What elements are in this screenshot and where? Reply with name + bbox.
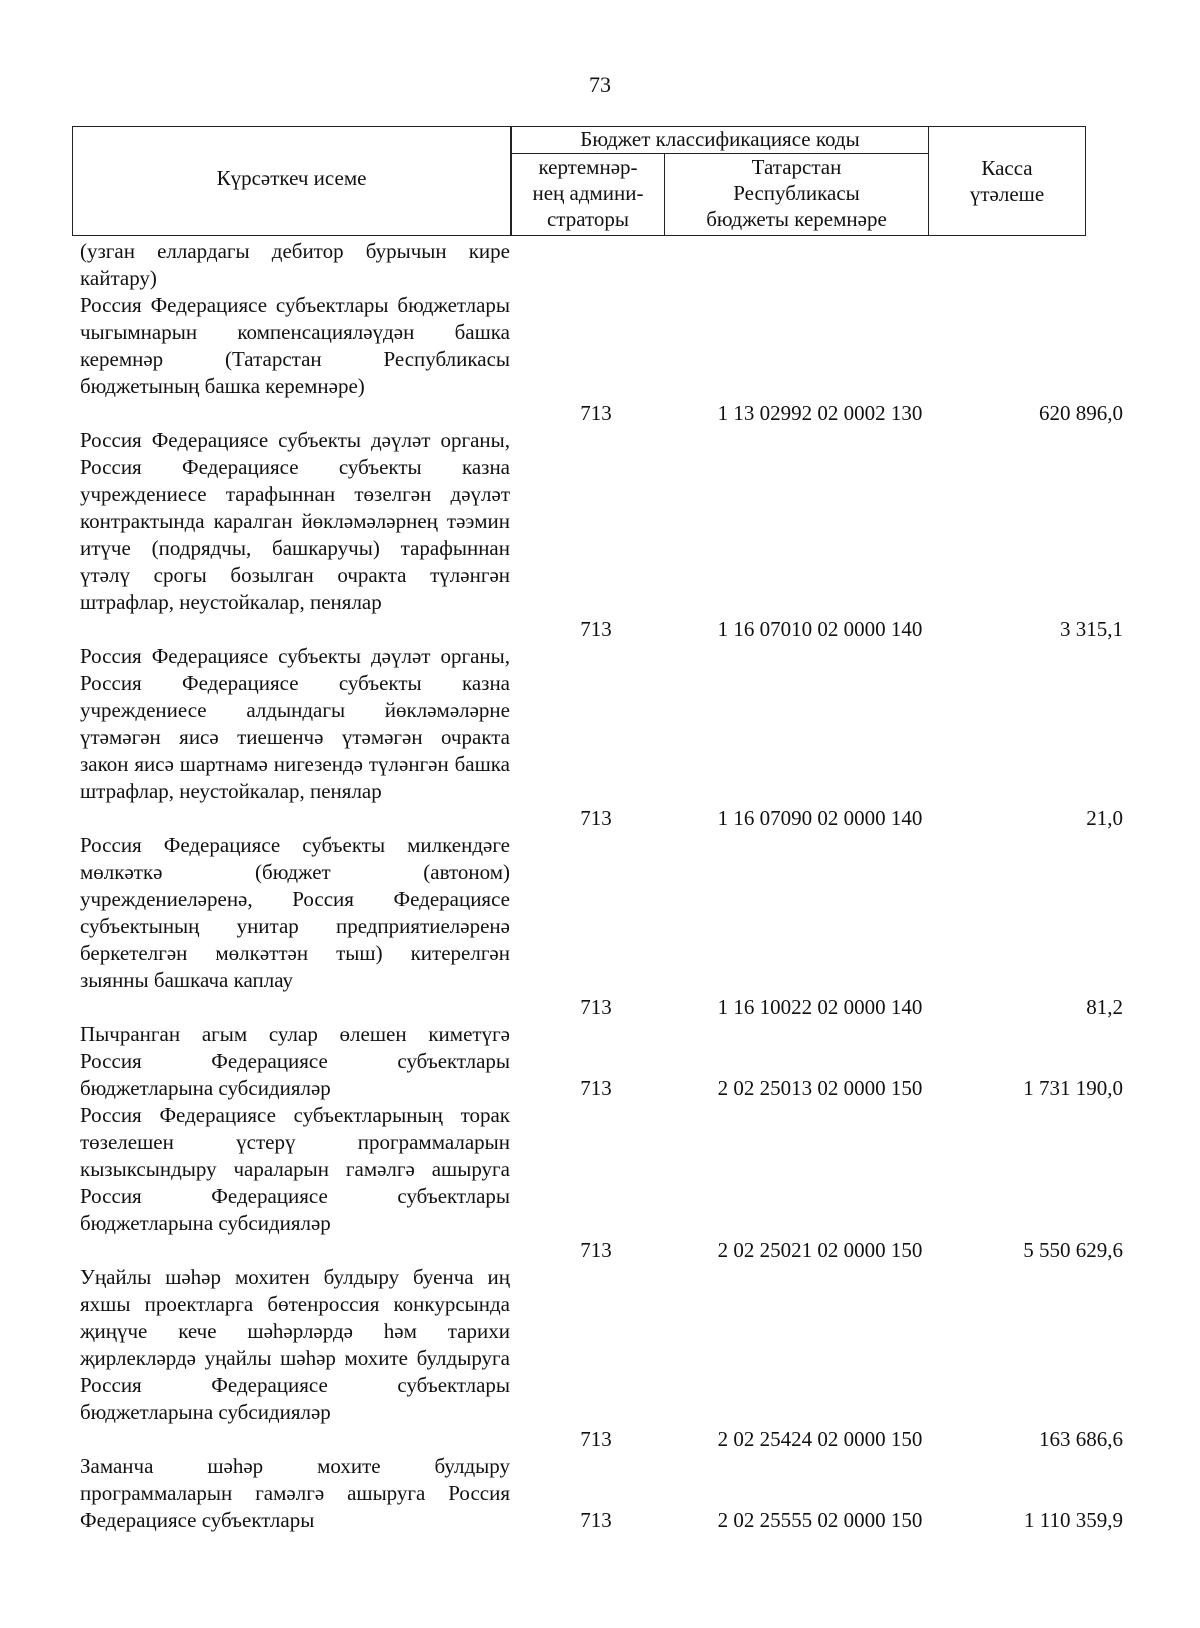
row-amount: 81,2: [1086, 995, 1123, 1019]
row-admin-code: 713: [580, 806, 612, 830]
row-budget-code: 1 16 10022 02 0000 140: [717, 995, 923, 1019]
header-amount-cell: [928, 126, 1086, 236]
row-admin-code: 713: [580, 1076, 612, 1100]
row-amount: 21,0: [1086, 806, 1123, 830]
row-budget-code: 2 02 25424 02 0000 150: [717, 1427, 923, 1451]
page-number: 73: [589, 72, 611, 97]
header-indicator-name: Күрсәткеч исеме: [216, 166, 367, 190]
row-amount: 1 110 359,9: [1024, 1508, 1123, 1532]
row-amount: 3 315,1: [1060, 617, 1123, 641]
row-admin-code: 713: [580, 1427, 612, 1451]
row-name: Заманча шәһәр мохите булдыру программаларын гамәлгә ашыруга Россия Федерациясе субъектлары: [80, 1454, 510, 1532]
row-admin-code: 713: [580, 1238, 612, 1262]
header-budget-code-group: Бюджет классификациясе коды: [580, 127, 860, 151]
header-admin-cell: [511, 153, 665, 236]
row-budget-code: 1 16 07010 02 0000 140: [717, 617, 923, 641]
header-indicator-name-cell: [72, 126, 511, 236]
table-header: [72, 126, 1086, 236]
row-name: Россия Федерациясе субъектлары бюджетлары чыгымнарын компенсацияләүдән башка керемнәр (Татарстан Республикасы бюджетының башка керемнәре): [80, 293, 510, 398]
header-admin-line: кертемнәр-: [538, 155, 638, 179]
header-amount-line: үтәлеше: [969, 182, 1045, 206]
row-amount: 5 550 629,6: [1023, 1238, 1123, 1262]
row-amount: 620 896,0: [1039, 401, 1123, 425]
row-budget-code: 2 02 25555 02 0000 150: [717, 1508, 923, 1532]
row-budget-code: 1 13 02992 02 0002 130: [717, 401, 923, 425]
row-name: Россия Федерациясе субъекты дәүләт органы, Россия Федерациясе субъекты казна учреждениесе тарафыннан төзелгән дәүләт контрактында каралган йөкләмәләрнең тәэмин итүче (подрядчы, башкаручы) тарафыннан үтәлү срогы бозылган очракта түләнгән штрафлар, неустойкалар, пенялар: [80, 428, 510, 614]
row-admin-code: 713: [580, 401, 612, 425]
header-revenue-cell: [664, 153, 929, 236]
row-name: Пычранган агым сулар өлешен киметүгә Россия Федерациясе субъектлары бюджетларына субсидияләр: [80, 1022, 510, 1100]
header-admin-line: страторы: [546, 207, 630, 231]
row-name: (узган еллардагы дебитор бурычын кире кайтару): [80, 239, 510, 290]
header-amount-line: Касса: [981, 156, 1033, 180]
header-revenue-line: Татарстан: [751, 155, 842, 179]
header-budget-code-group-cell: [511, 126, 929, 154]
header-admin-line: нең админи-: [532, 181, 644, 205]
row-amount: 1 731 190,0: [1023, 1076, 1123, 1100]
row-amount: 163 686,6: [1039, 1427, 1123, 1451]
row-admin-code: 713: [580, 995, 612, 1019]
header-revenue-line: бюджеты керемнәре: [706, 207, 887, 231]
row-name: Россия Федерациясе субъекты дәүләт органы, Россия Федерациясе субъекты казна учреждениесе алдындагы йөкләмәләрне үтәмәгән яисә тиешенчә үтәмәгән очракта закон яисә шартнамә нигезендә түләнгән башка штрафлар, неустойкалар, пенялар: [80, 644, 510, 803]
header-revenue-line: Республикасы: [733, 181, 860, 205]
row-budget-code: 2 02 25013 02 0000 150: [717, 1076, 923, 1100]
row-budget-code: 1 16 07090 02 0000 140: [717, 806, 923, 830]
row-name: Россия Федерациясе субъекты милкендәге мөлкәткә (бюджет (автоном) учреждениеләренә, Россия Федерациясе субъектының унитар предприятиеләренә беркетелгән мөлкәттән тыш) китерелгән зыянны башкача каплау: [80, 833, 510, 992]
row-admin-code: 713: [580, 1508, 612, 1532]
row-name: Россия Федерациясе субъектларының торак төзелешен үстерү программаларын кызыксындыру чараларын гамәлгә ашыруга Россия Федерациясе субъектлары бюджетларына субсидияләр: [80, 1103, 510, 1235]
row-admin-code: 713: [580, 617, 612, 641]
row-name: Уңайлы шәһәр мохитен булдыру буенча иң яхшы проектларга бөтенроссия конкурсында җиңүче кече шәһәрләрдә һәм тарихи җирлекләрдә уңайлы шәһәр мохите булдыруга Россия Федерациясе субъектлары бюджетларына субсидияләр: [80, 1265, 510, 1424]
row-budget-code: 2 02 25021 02 0000 150: [717, 1238, 923, 1262]
